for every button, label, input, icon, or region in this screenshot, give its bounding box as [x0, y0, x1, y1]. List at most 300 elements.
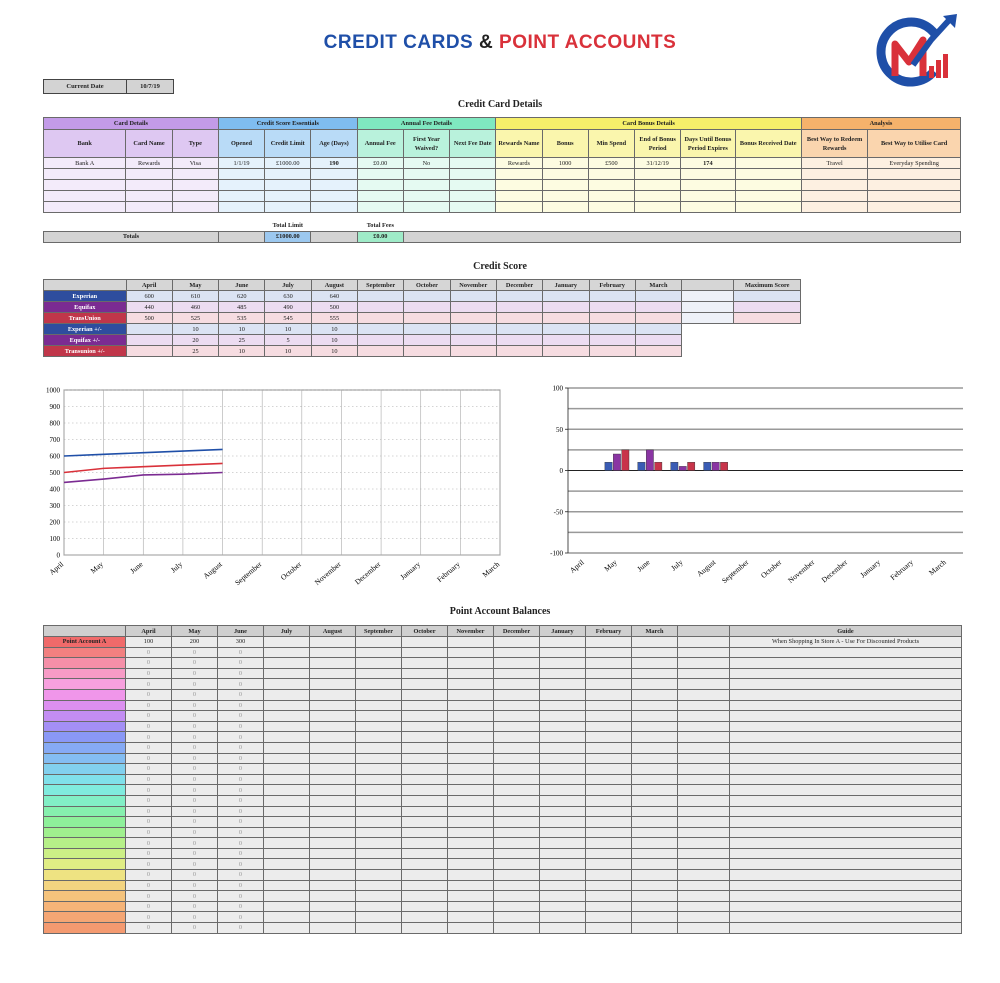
pa-balance-cell[interactable] [310, 806, 356, 817]
pa-balance-cell[interactable]: 0 [126, 806, 172, 817]
pa-balance-cell[interactable] [494, 891, 540, 902]
pa-balance-cell[interactable] [402, 721, 448, 732]
cc-empty-cell[interactable] [681, 180, 735, 191]
pa-blank-cell[interactable] [678, 679, 730, 690]
cc-empty-cell[interactable] [44, 169, 126, 180]
pa-balance-cell[interactable] [448, 859, 494, 870]
cc-empty-cell[interactable] [126, 202, 172, 213]
pa-balance-cell[interactable]: 0 [218, 870, 264, 881]
pa-balance-cell[interactable] [540, 891, 586, 902]
cs-score-cell[interactable] [450, 291, 496, 302]
pa-balance-cell[interactable] [310, 891, 356, 902]
cc-data-cell[interactable]: Visa [172, 158, 218, 169]
pa-balance-cell[interactable]: 0 [126, 658, 172, 669]
cc-empty-cell[interactable] [265, 202, 311, 213]
cc-data-cell[interactable]: No [403, 158, 449, 169]
pa-balance-cell[interactable] [264, 647, 310, 658]
cc-data-cell[interactable]: £0.00 [357, 158, 403, 169]
pa-balance-cell[interactable] [356, 912, 402, 923]
pa-balance-cell[interactable]: 0 [126, 838, 172, 849]
pa-account-label[interactable] [44, 848, 126, 859]
pa-balance-cell[interactable] [540, 912, 586, 923]
pa-balance-cell[interactable] [264, 795, 310, 806]
pa-balance-cell[interactable] [494, 658, 540, 669]
cs-score-cell[interactable]: 485 [219, 302, 265, 313]
pa-balance-cell[interactable] [540, 700, 586, 711]
pa-balance-cell[interactable] [356, 880, 402, 891]
pa-balance-cell[interactable] [586, 700, 632, 711]
pa-balance-cell[interactable]: 0 [126, 774, 172, 785]
cc-empty-cell[interactable] [44, 180, 126, 191]
pa-balance-cell[interactable] [448, 689, 494, 700]
cc-empty-cell[interactable] [126, 191, 172, 202]
pa-guide-cell[interactable] [730, 806, 962, 817]
pa-balance-cell[interactable] [540, 859, 586, 870]
pa-balance-cell[interactable] [632, 859, 678, 870]
pa-balance-cell[interactable] [448, 806, 494, 817]
cs-score-cell[interactable] [543, 302, 589, 313]
pa-balance-cell[interactable]: 0 [218, 721, 264, 732]
pa-balance-cell[interactable] [310, 647, 356, 658]
cc-empty-cell[interactable] [868, 202, 961, 213]
pa-blank-cell[interactable] [678, 912, 730, 923]
pa-balance-cell[interactable] [448, 774, 494, 785]
pa-balance-cell[interactable]: 0 [172, 848, 218, 859]
cs-score-cell[interactable]: 490 [265, 302, 311, 313]
pa-blank-cell[interactable] [678, 827, 730, 838]
pa-balance-cell[interactable] [356, 891, 402, 902]
pa-balance-cell[interactable] [632, 880, 678, 891]
pa-balance-cell[interactable] [540, 901, 586, 912]
cs-score-cell[interactable]: 5 [265, 335, 311, 346]
cs-score-cell[interactable] [404, 302, 450, 313]
pa-balance-cell[interactable]: 0 [172, 923, 218, 934]
pa-balance-cell[interactable] [310, 774, 356, 785]
pa-balance-cell[interactable] [586, 795, 632, 806]
cs-score-cell[interactable] [404, 324, 450, 335]
pa-balance-cell[interactable]: 0 [126, 689, 172, 700]
pa-balance-cell[interactable]: 0 [126, 742, 172, 753]
pa-balance-cell[interactable] [586, 732, 632, 743]
pa-balance-cell[interactable] [540, 637, 586, 648]
pa-balance-cell[interactable] [310, 838, 356, 849]
cs-score-cell[interactable]: 10 [219, 346, 265, 357]
pa-balance-cell[interactable] [264, 848, 310, 859]
pa-account-label[interactable] [44, 870, 126, 881]
cs-score-cell[interactable]: 10 [311, 346, 357, 357]
pa-balance-cell[interactable]: 0 [172, 870, 218, 881]
cc-empty-cell[interactable] [588, 191, 634, 202]
cs-score-cell[interactable] [589, 346, 635, 357]
pa-balance-cell[interactable]: 300 [218, 637, 264, 648]
pa-balance-cell[interactable] [356, 668, 402, 679]
pa-balance-cell[interactable] [310, 912, 356, 923]
pa-balance-cell[interactable] [402, 742, 448, 753]
cc-empty-cell[interactable] [311, 202, 357, 213]
cc-empty-cell[interactable] [496, 202, 542, 213]
pa-balance-cell[interactable] [264, 700, 310, 711]
pa-guide-cell[interactable]: When Shopping In Store A - Use For Discounted Products [730, 637, 962, 648]
pa-balance-cell[interactable]: 0 [172, 838, 218, 849]
cs-max-cell[interactable] [734, 291, 801, 302]
pa-balance-cell[interactable]: 0 [218, 785, 264, 796]
pa-balance-cell[interactable]: 100 [126, 637, 172, 648]
cs-score-cell[interactable] [496, 313, 542, 324]
cc-data-cell[interactable]: Travel [801, 158, 867, 169]
cc-empty-cell[interactable] [868, 169, 961, 180]
pa-balance-cell[interactable] [586, 764, 632, 775]
cc-empty-cell[interactable] [450, 180, 496, 191]
cs-score-cell[interactable] [589, 291, 635, 302]
pa-balance-cell[interactable]: 0 [172, 753, 218, 764]
pa-balance-cell[interactable] [632, 711, 678, 722]
pa-balance-cell[interactable]: 0 [218, 806, 264, 817]
cs-score-cell[interactable]: 630 [265, 291, 311, 302]
cc-empty-cell[interactable] [265, 191, 311, 202]
pa-balance-cell[interactable]: 0 [172, 774, 218, 785]
cs-score-cell[interactable] [543, 291, 589, 302]
cs-score-cell[interactable]: 640 [311, 291, 357, 302]
pa-balance-cell[interactable] [586, 774, 632, 785]
pa-balance-cell[interactable] [494, 764, 540, 775]
cs-score-cell[interactable] [543, 324, 589, 335]
pa-balance-cell[interactable]: 0 [126, 923, 172, 934]
pa-balance-cell[interactable] [448, 880, 494, 891]
cc-empty-cell[interactable] [172, 191, 218, 202]
cc-empty-cell[interactable] [311, 191, 357, 202]
cc-empty-cell[interactable] [681, 202, 735, 213]
cc-empty-cell[interactable] [311, 169, 357, 180]
pa-balance-cell[interactable] [310, 764, 356, 775]
cc-empty-cell[interactable] [735, 202, 801, 213]
pa-balance-cell[interactable] [310, 700, 356, 711]
cc-data-cell[interactable]: £500 [588, 158, 634, 169]
pa-balance-cell[interactable] [586, 806, 632, 817]
cs-score-cell[interactable] [496, 346, 542, 357]
cc-empty-cell[interactable] [735, 180, 801, 191]
pa-balance-cell[interactable] [310, 732, 356, 743]
pa-balance-cell[interactable] [540, 732, 586, 743]
pa-balance-cell[interactable]: 0 [172, 827, 218, 838]
pa-balance-cell[interactable] [632, 891, 678, 902]
pa-balance-cell[interactable]: 0 [218, 912, 264, 923]
cs-score-cell[interactable] [450, 313, 496, 324]
pa-balance-cell[interactable] [586, 901, 632, 912]
pa-balance-cell[interactable] [586, 848, 632, 859]
cs-score-cell[interactable]: 25 [172, 346, 218, 357]
pa-balance-cell[interactable]: 0 [126, 859, 172, 870]
cc-empty-cell[interactable] [218, 180, 264, 191]
pa-balance-cell[interactable] [494, 827, 540, 838]
pa-balance-cell[interactable] [356, 848, 402, 859]
pa-balance-cell[interactable] [356, 647, 402, 658]
cs-blank-cell[interactable] [682, 302, 734, 313]
pa-balance-cell[interactable] [402, 891, 448, 902]
pa-guide-cell[interactable] [730, 838, 962, 849]
cc-empty-cell[interactable] [357, 202, 403, 213]
cc-empty-cell[interactable] [172, 202, 218, 213]
pa-balance-cell[interactable] [632, 753, 678, 764]
cc-empty-cell[interactable] [868, 180, 961, 191]
cc-empty-cell[interactable] [357, 169, 403, 180]
cs-score-cell[interactable] [589, 324, 635, 335]
pa-balance-cell[interactable] [310, 848, 356, 859]
pa-balance-cell[interactable] [356, 721, 402, 732]
cc-empty-cell[interactable] [403, 191, 449, 202]
pa-balance-cell[interactable]: 0 [172, 764, 218, 775]
pa-balance-cell[interactable] [448, 732, 494, 743]
pa-balance-cell[interactable] [264, 742, 310, 753]
pa-balance-cell[interactable] [632, 732, 678, 743]
pa-balance-cell[interactable] [448, 901, 494, 912]
pa-balance-cell[interactable] [264, 891, 310, 902]
pa-guide-cell[interactable] [730, 658, 962, 669]
pa-balance-cell[interactable] [632, 721, 678, 732]
cs-score-cell[interactable]: 25 [219, 335, 265, 346]
pa-balance-cell[interactable] [540, 647, 586, 658]
pa-balance-cell[interactable] [632, 764, 678, 775]
cs-score-cell[interactable]: 610 [172, 291, 218, 302]
pa-balance-cell[interactable] [540, 668, 586, 679]
pa-balance-cell[interactable] [402, 870, 448, 881]
pa-balance-cell[interactable] [264, 732, 310, 743]
pa-balance-cell[interactable] [632, 870, 678, 881]
pa-balance-cell[interactable] [586, 859, 632, 870]
pa-balance-cell[interactable]: 0 [126, 795, 172, 806]
cc-empty-cell[interactable] [172, 169, 218, 180]
pa-balance-cell[interactable] [540, 817, 586, 828]
pa-balance-cell[interactable] [540, 774, 586, 785]
pa-balance-cell[interactable] [264, 721, 310, 732]
pa-account-label[interactable] [44, 880, 126, 891]
pa-account-label[interactable] [44, 711, 126, 722]
pa-balance-cell[interactable]: 0 [172, 732, 218, 743]
pa-account-label[interactable] [44, 901, 126, 912]
pa-balance-cell[interactable] [540, 689, 586, 700]
pa-balance-cell[interactable] [632, 838, 678, 849]
pa-balance-cell[interactable] [632, 700, 678, 711]
pa-guide-cell[interactable] [730, 689, 962, 700]
pa-balance-cell[interactable] [356, 827, 402, 838]
pa-balance-cell[interactable] [586, 742, 632, 753]
pa-balance-cell[interactable] [632, 658, 678, 669]
pa-guide-cell[interactable] [730, 721, 962, 732]
pa-blank-cell[interactable] [678, 795, 730, 806]
pa-balance-cell[interactable] [632, 785, 678, 796]
pa-balance-cell[interactable] [356, 774, 402, 785]
pa-account-label[interactable]: Point Account A [44, 637, 126, 648]
pa-balance-cell[interactable] [310, 870, 356, 881]
cs-score-cell[interactable] [358, 346, 404, 357]
cc-empty-cell[interactable] [542, 202, 588, 213]
pa-balance-cell[interactable]: 0 [218, 700, 264, 711]
cc-empty-cell[interactable] [403, 169, 449, 180]
pa-blank-cell[interactable] [678, 742, 730, 753]
pa-balance-cell[interactable]: 0 [218, 679, 264, 690]
pa-balance-cell[interactable] [586, 679, 632, 690]
cs-score-cell[interactable]: 10 [311, 335, 357, 346]
pa-balance-cell[interactable]: 0 [126, 764, 172, 775]
pa-balance-cell[interactable] [586, 637, 632, 648]
pa-balance-cell[interactable] [494, 838, 540, 849]
pa-balance-cell[interactable] [356, 923, 402, 934]
cc-empty-cell[interactable] [265, 180, 311, 191]
cc-data-cell[interactable]: Rewards [496, 158, 542, 169]
pa-balance-cell[interactable] [632, 742, 678, 753]
pa-balance-cell[interactable]: 0 [126, 647, 172, 658]
cc-empty-cell[interactable] [357, 191, 403, 202]
pa-balance-cell[interactable]: 0 [172, 647, 218, 658]
pa-balance-cell[interactable] [402, 753, 448, 764]
pa-balance-cell[interactable] [540, 870, 586, 881]
pa-balance-cell[interactable] [356, 817, 402, 828]
pa-balance-cell[interactable] [494, 689, 540, 700]
pa-blank-cell[interactable] [678, 732, 730, 743]
cc-empty-cell[interactable] [265, 169, 311, 180]
pa-balance-cell[interactable] [402, 732, 448, 743]
pa-balance-cell[interactable] [356, 732, 402, 743]
pa-balance-cell[interactable] [586, 753, 632, 764]
pa-balance-cell[interactable]: 0 [218, 732, 264, 743]
cs-score-cell[interactable] [126, 335, 172, 346]
pa-balance-cell[interactable]: 0 [218, 795, 264, 806]
pa-balance-cell[interactable] [310, 923, 356, 934]
pa-balance-cell[interactable] [448, 912, 494, 923]
pa-balance-cell[interactable] [264, 658, 310, 669]
cc-empty-cell[interactable] [126, 169, 172, 180]
pa-balance-cell[interactable]: 0 [126, 827, 172, 838]
pa-balance-cell[interactable] [402, 689, 448, 700]
pa-account-label[interactable] [44, 923, 126, 934]
cs-blank-cell[interactable] [682, 313, 734, 324]
pa-balance-cell[interactable] [540, 827, 586, 838]
cc-empty-cell[interactable] [801, 191, 867, 202]
pa-guide-cell[interactable] [730, 668, 962, 679]
pa-balance-cell[interactable] [448, 700, 494, 711]
pa-balance-cell[interactable] [448, 637, 494, 648]
pa-balance-cell[interactable] [494, 700, 540, 711]
pa-balance-cell[interactable] [356, 785, 402, 796]
cs-blank-cell[interactable] [682, 291, 734, 302]
pa-balance-cell[interactable] [448, 827, 494, 838]
pa-balance-cell[interactable] [402, 764, 448, 775]
pa-balance-cell[interactable] [494, 679, 540, 690]
pa-balance-cell[interactable] [586, 870, 632, 881]
pa-balance-cell[interactable] [356, 700, 402, 711]
cs-score-cell[interactable] [635, 291, 681, 302]
pa-balance-cell[interactable]: 0 [126, 711, 172, 722]
pa-blank-cell[interactable] [678, 700, 730, 711]
pa-balance-cell[interactable]: 0 [218, 880, 264, 891]
pa-blank-cell[interactable] [678, 817, 730, 828]
cc-empty-cell[interactable] [542, 169, 588, 180]
pa-blank-cell[interactable] [678, 668, 730, 679]
cs-score-cell[interactable] [635, 313, 681, 324]
pa-balance-cell[interactable] [402, 774, 448, 785]
pa-balance-cell[interactable] [402, 827, 448, 838]
pa-balance-cell[interactable] [632, 827, 678, 838]
pa-account-label[interactable] [44, 658, 126, 669]
cs-score-cell[interactable] [543, 313, 589, 324]
pa-blank-cell[interactable] [678, 880, 730, 891]
pa-guide-cell[interactable] [730, 870, 962, 881]
pa-balance-cell[interactable] [264, 637, 310, 648]
pa-account-label[interactable] [44, 912, 126, 923]
pa-balance-cell[interactable] [540, 658, 586, 669]
pa-balance-cell[interactable]: 0 [172, 891, 218, 902]
cs-score-cell[interactable] [358, 302, 404, 313]
pa-balance-cell[interactable] [448, 711, 494, 722]
cs-score-cell[interactable] [126, 346, 172, 357]
pa-balance-cell[interactable] [264, 689, 310, 700]
pa-balance-cell[interactable] [310, 785, 356, 796]
pa-blank-cell[interactable] [678, 785, 730, 796]
pa-balance-cell[interactable] [448, 742, 494, 753]
pa-balance-cell[interactable] [264, 912, 310, 923]
cc-data-cell[interactable] [735, 158, 801, 169]
pa-balance-cell[interactable]: 0 [126, 880, 172, 891]
pa-balance-cell[interactable]: 0 [172, 721, 218, 732]
pa-balance-cell[interactable] [586, 711, 632, 722]
pa-balance-cell[interactable] [448, 785, 494, 796]
cs-max-cell[interactable] [734, 302, 801, 313]
pa-balance-cell[interactable] [494, 806, 540, 817]
pa-balance-cell[interactable] [586, 891, 632, 902]
pa-balance-cell[interactable] [540, 838, 586, 849]
pa-balance-cell[interactable] [264, 753, 310, 764]
pa-balance-cell[interactable] [448, 838, 494, 849]
pa-balance-cell[interactable] [586, 721, 632, 732]
pa-balance-cell[interactable]: 0 [218, 742, 264, 753]
cc-empty-cell[interactable] [357, 180, 403, 191]
pa-blank-cell[interactable] [678, 637, 730, 648]
pa-balance-cell[interactable] [494, 774, 540, 785]
pa-account-label[interactable] [44, 806, 126, 817]
pa-balance-cell[interactable]: 0 [126, 732, 172, 743]
pa-balance-cell[interactable] [586, 880, 632, 891]
cs-score-cell[interactable] [543, 346, 589, 357]
pa-balance-cell[interactable] [632, 679, 678, 690]
pa-balance-cell[interactable]: 0 [172, 700, 218, 711]
pa-account-label[interactable] [44, 647, 126, 658]
pa-balance-cell[interactable]: 0 [172, 880, 218, 891]
cs-score-cell[interactable] [358, 313, 404, 324]
pa-balance-cell[interactable]: 0 [172, 901, 218, 912]
pa-balance-cell[interactable]: 0 [218, 901, 264, 912]
cc-empty-cell[interactable] [218, 202, 264, 213]
pa-balance-cell[interactable] [586, 668, 632, 679]
cc-empty-cell[interactable] [218, 191, 264, 202]
pa-balance-cell[interactable] [632, 923, 678, 934]
pa-balance-cell[interactable] [448, 679, 494, 690]
pa-balance-cell[interactable] [310, 668, 356, 679]
cc-empty-cell[interactable] [801, 180, 867, 191]
pa-balance-cell[interactable] [264, 764, 310, 775]
cc-empty-cell[interactable] [588, 180, 634, 191]
cc-empty-cell[interactable] [735, 191, 801, 202]
pa-balance-cell[interactable] [632, 689, 678, 700]
pa-account-label[interactable] [44, 721, 126, 732]
cc-empty-cell[interactable] [496, 180, 542, 191]
cs-score-cell[interactable] [589, 302, 635, 313]
pa-guide-cell[interactable] [730, 753, 962, 764]
pa-balance-cell[interactable] [402, 637, 448, 648]
pa-balance-cell[interactable] [494, 785, 540, 796]
pa-balance-cell[interactable] [540, 679, 586, 690]
pa-balance-cell[interactable] [494, 848, 540, 859]
pa-balance-cell[interactable] [448, 753, 494, 764]
pa-balance-cell[interactable] [494, 859, 540, 870]
